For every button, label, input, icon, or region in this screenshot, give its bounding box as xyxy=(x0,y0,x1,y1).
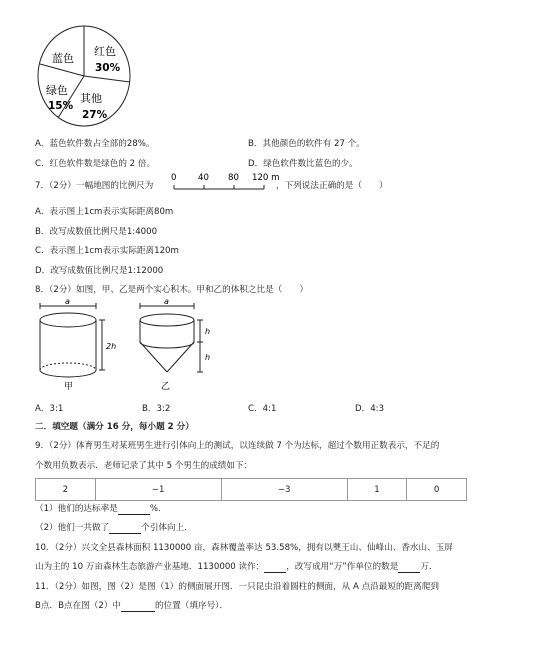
answer-blank[interactable] xyxy=(118,505,150,515)
scale-tick-40: 40 xyxy=(198,173,209,183)
q11-line2 xyxy=(35,600,228,612)
pie-label-red: 红色 xyxy=(94,45,116,58)
q8-option-d: D．4:3 xyxy=(355,404,385,414)
score-cell: −1 xyxy=(95,479,221,501)
section-heading: 二．填空题（满分 16 分，每小题 2 分） xyxy=(35,422,194,432)
score-cell: 2 xyxy=(36,479,96,501)
yi-h1-label: h xyxy=(205,327,211,336)
figure-yi-cylinder-cone xyxy=(130,297,230,392)
pie-pct-red: 30% xyxy=(95,62,121,74)
q11-line1: 11．（2分）如图，图（2）是图（1）的侧面展开图．一只昆虫沿着圆柱的侧面，从 A 点沿最短的距离爬到 xyxy=(35,582,439,592)
pie-chart xyxy=(34,22,134,130)
q6-option-a: A．蓝色软件数占全部的28%。 xyxy=(35,139,155,149)
q10-text-a: 山为主的 10 万亩森林生态旅游产业基地．1130000 读作： xyxy=(35,562,265,572)
q9-line2: 个数用负数表示．老师记录了其中 5 个男生的成绩如下： xyxy=(35,461,253,471)
q7-suffix: ，下列说法正确的是（ ） xyxy=(276,181,388,191)
pie-label-other: 其他 xyxy=(80,92,102,105)
scores-table xyxy=(35,478,467,501)
q9-sub1 xyxy=(35,503,167,515)
pie-label-green: 绿色 xyxy=(46,84,68,97)
table-row xyxy=(36,479,467,501)
pie-label-blue: 蓝色 xyxy=(52,52,74,65)
answer-blank[interactable] xyxy=(121,602,155,612)
yi-caption: 乙 xyxy=(161,382,171,392)
q9-line1: 9．（2分）体育男生对某班男生进行引体向上的测试，以连续做 7 个为达标，超过个数用正数表示，不足的 xyxy=(35,441,440,451)
q9-sub2 xyxy=(35,522,193,534)
q11-text-a: B点．B点在图（2）中 xyxy=(35,601,122,611)
score-cell: 1 xyxy=(347,479,407,501)
q11-text-b: 的位置（填序号）． xyxy=(155,601,229,611)
jia-caption: 甲 xyxy=(64,382,74,392)
q9-sub2-text: （2）他们一共做了 xyxy=(35,523,110,533)
q6-option-c: C．红色软件数是绿色的 2 倍。 xyxy=(35,159,156,169)
scale-tick-0: 0 xyxy=(171,173,177,183)
q7-option-a: A．表示图上1cm表示实际距离80m xyxy=(35,207,174,217)
q10-text-c: 万． xyxy=(420,562,438,572)
q9-sub1-text: （1）他们的达标率是 xyxy=(35,504,118,514)
answer-blank[interactable] xyxy=(109,524,141,534)
q7-prefix: 7．（2分）一幅地图的比例尺为 xyxy=(35,181,154,191)
answer-blank[interactable] xyxy=(264,563,286,573)
q7-option-b: B．改写成数值比例尺是1:4000 xyxy=(35,227,158,237)
jia-top-label: a xyxy=(65,297,70,306)
yi-h2-label: h xyxy=(205,353,211,362)
pie-pct-other: 27% xyxy=(82,109,108,121)
answer-blank[interactable] xyxy=(398,563,420,573)
scale-bar xyxy=(168,170,280,194)
q10-line2 xyxy=(35,561,438,573)
score-cell: −3 xyxy=(221,479,347,501)
q9-sub1-unit: %． xyxy=(149,504,167,514)
q9-sub2-unit: 个引体向上． xyxy=(141,523,193,533)
q7-option-c: C．表示图上1cm表示实际距离120m xyxy=(35,246,179,256)
jia-height-label: 2h xyxy=(106,342,117,351)
scale-tick-120: 120 m xyxy=(252,173,280,183)
pie-pct-green: 15% xyxy=(48,100,74,112)
scale-tick-80: 80 xyxy=(228,173,239,183)
figure-jia-cylinder xyxy=(30,297,130,392)
q8-question: 8．（2分）如图，甲、乙是两个实心积木。甲和乙的体积之比是（ ） xyxy=(35,285,309,295)
q6-option-d: D．绿色软件数比蓝色的少。 xyxy=(248,159,358,169)
q10-line1: 10．（2分）兴文全县森林面积 1130000 亩，森林覆盖率达 53.58%，拥有以僰王山、仙峰山、香水山、玉屏 xyxy=(35,543,453,553)
q8-option-a: A．3:1 xyxy=(35,404,64,414)
yi-top-label: a xyxy=(164,297,169,306)
q8-option-c: C．4:1 xyxy=(248,404,277,414)
q8-option-b: B．3:2 xyxy=(142,404,171,414)
q6-option-b: B．其他颜色的软件有 27 个。 xyxy=(248,139,365,149)
q10-text-b: ，改写成用“万”作单位的数是 xyxy=(286,562,399,572)
q7-option-d: D．改写成数值比例尺是1:12000 xyxy=(35,266,164,276)
score-cell: 0 xyxy=(407,479,467,501)
